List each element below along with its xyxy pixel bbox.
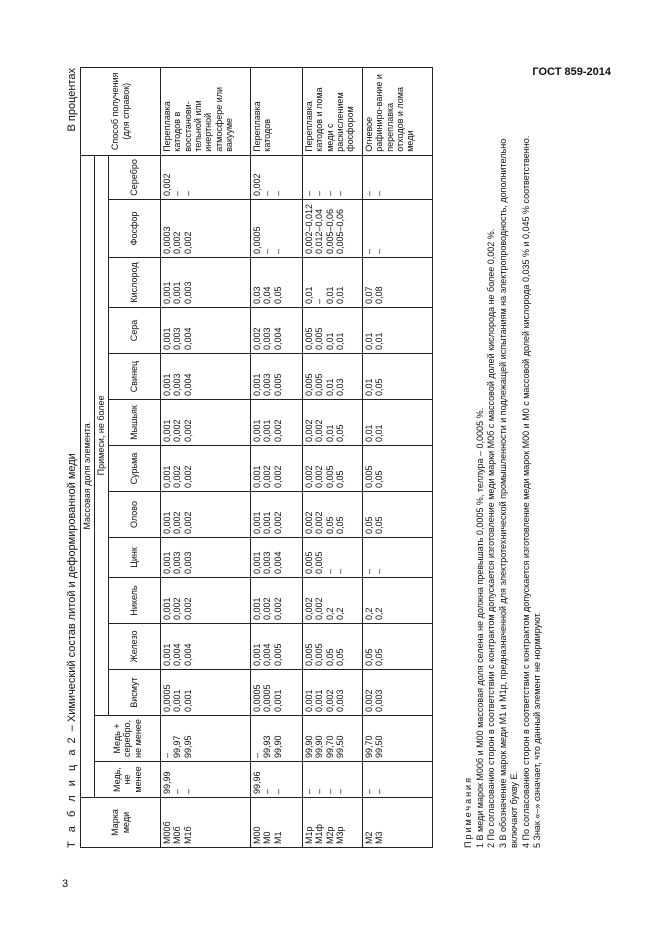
cell-value: 0,005 — [304, 327, 314, 350]
cell-value: 0,01 — [364, 378, 374, 396]
cell-value: – — [335, 568, 346, 574]
cell-value: 0,003 — [262, 551, 273, 574]
copper-cell — [251, 762, 303, 798]
impurity-cell — [161, 538, 251, 578]
cell-value: – — [314, 190, 325, 196]
cell-value: 0,003 — [335, 689, 346, 712]
cell-value: 0,001 — [314, 689, 325, 712]
cell-value: 0,01 — [364, 424, 374, 442]
impurity-cell — [303, 354, 363, 400]
cell-value: – — [172, 190, 183, 196]
copper-silver-cell — [161, 716, 251, 762]
cell-value: 0,002 — [172, 465, 183, 488]
cell-value: – — [272, 788, 283, 794]
rotated-content — [66, 68, 586, 848]
copper-cell — [363, 762, 433, 798]
note-item: 2 По согласованию сторон в соответствии с контрактом допускается изготовление меди марки М0б с массовой долей кислорода не более 0,002 %. — [486, 228, 497, 848]
cell-value: М0 — [262, 831, 273, 844]
cell-value: – — [364, 568, 374, 574]
table-row — [161, 67, 251, 847]
cell-value: 0,003 — [182, 281, 193, 304]
cell-value: 0,001 — [182, 689, 193, 712]
note-item: 4 По согласованию сторон в соответствии с контрактом допускается изготовление меди марок М00 и М0 с массовой долей кислорода 0,035 % и 0,045 % соответственно. — [520, 135, 531, 848]
header-copper-silver: Медь + серебро, не менее — [95, 716, 161, 762]
impurity-cell — [363, 308, 433, 354]
cell-value: 0,2 — [364, 607, 374, 620]
cell-value: 0,004 — [172, 643, 183, 666]
cell-value: 0,05 — [324, 648, 335, 666]
cell-value: – — [272, 190, 283, 196]
cell-value: – — [262, 248, 273, 254]
cell-value: 0,004 — [182, 643, 193, 666]
impurity-cell — [363, 354, 433, 400]
cell-value: 0,005 — [304, 373, 314, 396]
cell-value: 0,001 — [262, 511, 273, 534]
cell-value: 99,90 — [304, 735, 314, 758]
cell-value: 0,05 — [374, 378, 385, 396]
cell-value: 0,001 — [162, 597, 172, 620]
impurity-cell — [363, 624, 433, 670]
impurity-cell — [161, 670, 251, 716]
cell-value: – — [182, 190, 193, 196]
cell-value: 0,002 — [272, 511, 283, 534]
impurity-cell — [303, 578, 363, 624]
cell-value: 99,93 — [262, 735, 273, 758]
cell-value: 99,95 — [182, 735, 193, 758]
grade-cell — [251, 798, 303, 848]
cell-value: 0,003 — [182, 551, 193, 574]
impurity-cell — [303, 538, 363, 578]
impurity-cell — [363, 670, 433, 716]
cell-value: – — [374, 190, 385, 196]
cell-value: М00 — [252, 826, 262, 844]
cell-value: 0,002 — [262, 465, 273, 488]
cell-value: – — [324, 190, 335, 196]
cell-value: 0,004 — [182, 327, 193, 350]
cell-value: 0,002 — [172, 231, 183, 254]
impurity-cell — [303, 446, 363, 492]
impurity-cell — [251, 308, 303, 354]
cell-value: 0,01 — [324, 378, 335, 396]
cell-value: 0,002–0,012 — [304, 203, 314, 254]
cell-value: 0,001 — [162, 281, 172, 304]
cell-value: 0,05 — [272, 286, 283, 304]
impurity-cell — [363, 578, 433, 624]
cell-value: 0,002 — [272, 419, 283, 442]
caption-label: Т а б л и ц а — [66, 746, 78, 848]
grade-cell — [363, 798, 433, 848]
impurity-cell — [251, 538, 303, 578]
cell-value: 99,90 — [272, 735, 283, 758]
cell-value: 0,05 — [335, 516, 346, 534]
header-element: Кислород — [109, 258, 161, 308]
cell-value: 0,2 — [374, 607, 385, 620]
cell-value: – — [314, 298, 325, 304]
cell-value: 0,003 — [172, 327, 183, 350]
impurity-cell — [303, 155, 363, 199]
method-cell: Переплавка катодов — [251, 67, 303, 155]
impurity-cell — [161, 258, 251, 308]
cell-value: 0,0005 — [162, 684, 172, 712]
cell-value: – — [314, 788, 325, 794]
cell-value: 99,96 — [252, 771, 262, 794]
cell-value: 0,003 — [172, 551, 183, 574]
cell-value: 0,005 — [314, 643, 325, 666]
cell-value: 0,002 — [272, 597, 283, 620]
cell-value: 0,002 — [304, 511, 314, 534]
impurity-cell — [251, 258, 303, 308]
cell-value: 0,08 — [374, 286, 385, 304]
cell-value: 0,05 — [335, 424, 346, 442]
impurity-cell — [303, 624, 363, 670]
cell-value: 0,002 — [262, 597, 273, 620]
cell-value: 0,07 — [364, 286, 374, 304]
composition-table — [80, 67, 433, 848]
cell-value: 0,001 — [162, 643, 172, 666]
cell-value: 0,001 — [262, 419, 273, 442]
cell-value: 0,002 — [172, 597, 183, 620]
cell-value: – — [272, 248, 283, 254]
note-item: 5 Знак «–» означает, что данный элемент не нормируют. — [532, 611, 543, 848]
header-element: Фосфор — [109, 200, 161, 258]
copper-silver-cell — [363, 716, 433, 762]
cell-value: 0,002 — [172, 511, 183, 534]
impurity-cell — [363, 400, 433, 446]
note-item: 1 В меди марок М00б и М00 массовая доля селена не должна превышать 0,0005 %, теллура – 0,0005 %. — [474, 407, 485, 848]
cell-value: – — [374, 248, 385, 254]
cell-value: 99,97 — [172, 735, 183, 758]
impurity-cell — [251, 354, 303, 400]
cell-value: 0,004 — [272, 551, 283, 574]
table-caption — [66, 453, 78, 848]
cell-value: – — [252, 752, 262, 758]
cell-value: 0,001 — [272, 689, 283, 712]
cell-value: 0,001 — [162, 465, 172, 488]
cell-value: 0,005 — [364, 465, 374, 488]
impurity-cell — [161, 624, 251, 670]
table-row — [363, 67, 433, 847]
cell-value: 0,005 — [314, 373, 325, 396]
cell-value: 0,005 — [272, 373, 283, 396]
cell-value: 0,001 — [252, 511, 262, 534]
cell-value: М1б — [182, 826, 193, 844]
cell-value: – — [364, 788, 374, 794]
cell-value: 0,05 — [335, 648, 346, 666]
cell-value: 0,01 — [335, 286, 346, 304]
cell-value: 0,002 — [182, 231, 193, 254]
cell-value: – — [324, 568, 335, 574]
cell-value: 0,001 — [162, 551, 172, 574]
cell-value: 0,002 — [304, 597, 314, 620]
header-mass-fraction: Массовая доля элемента — [81, 155, 95, 797]
cell-value: 0,03 — [335, 378, 346, 396]
header-method: Способ получения (для справок) — [81, 67, 161, 155]
grade-cell — [303, 798, 363, 848]
header-element: Олово — [109, 492, 161, 538]
cell-value: 0,001 — [252, 551, 262, 574]
cell-value: 0,001 — [172, 281, 183, 304]
cell-value: 0,005 — [304, 551, 314, 574]
impurity-cell — [161, 155, 251, 199]
cell-value: 0,002 — [272, 465, 283, 488]
cell-value: 0,01 — [374, 332, 385, 350]
cell-value: М3р — [335, 826, 346, 844]
impurity-cell — [363, 446, 433, 492]
cell-value: 0,002 — [364, 689, 374, 712]
impurity-cell — [363, 155, 433, 199]
cell-value: 0,05 — [335, 470, 346, 488]
copper-silver-cell — [251, 716, 303, 762]
header-grade: Марка меди — [81, 798, 161, 848]
cell-value: 0,005–0,06 — [335, 208, 346, 254]
method-cell: Переплавка катодов в восстанови-тельной или инертной атмосфере или вакууме — [161, 67, 251, 155]
impurity-cell — [303, 400, 363, 446]
cell-value: 99,50 — [335, 735, 346, 758]
cell-value: 99,99 — [162, 771, 172, 794]
notes-list — [475, 68, 544, 848]
note-item: включают букву Е. — [509, 771, 520, 848]
cell-value: 0,04 — [262, 286, 273, 304]
cell-value: М2р — [324, 826, 335, 844]
cell-value: 0,002 — [162, 173, 172, 196]
cell-value: 0,05 — [364, 648, 374, 666]
cell-value: 0,05 — [374, 470, 385, 488]
caption-number: 2 — [66, 734, 78, 744]
impurity-cell — [303, 670, 363, 716]
cell-value: 0,001 — [304, 689, 314, 712]
cell-value: 0,003 — [262, 327, 273, 350]
notes-title: Примечания — [463, 776, 473, 848]
impurity-cell — [251, 400, 303, 446]
cell-value: 0,004 — [262, 643, 273, 666]
cell-value: 0,05 — [364, 516, 374, 534]
impurity-cell — [363, 200, 433, 258]
cell-value: 0,012–0,04 — [314, 208, 325, 254]
page-number: 3 — [62, 878, 69, 890]
cell-value: 0,0005 — [252, 684, 262, 712]
cell-value: 0,002 — [304, 419, 314, 442]
method-cell: Переплавка катодов и лома меди с раскислением фосфором — [303, 67, 363, 155]
cell-value: 0,002 — [182, 597, 193, 620]
header-element: Железо — [109, 624, 161, 670]
impurity-cell — [251, 624, 303, 670]
cell-value: М1р — [304, 826, 314, 844]
impurity-cell — [303, 200, 363, 258]
caption-title: – Химический состав литой и деформированной меди — [66, 453, 78, 732]
impurity-cell — [161, 400, 251, 446]
impurity-cell — [251, 492, 303, 538]
cell-value: 0,005 — [304, 643, 314, 666]
impurity-cell — [303, 492, 363, 538]
cell-value: – — [182, 788, 193, 794]
cell-value: 0,002 — [182, 419, 193, 442]
cell-value: 99,50 — [374, 735, 385, 758]
cell-value: 0,003 — [172, 373, 183, 396]
cell-value: 0,01 — [374, 424, 385, 442]
cell-value: 0,01 — [364, 332, 374, 350]
cell-value: 0,002 — [182, 511, 193, 534]
cell-value: 0,01 — [324, 424, 335, 442]
table-body — [161, 67, 433, 847]
header-element: Свинец — [109, 354, 161, 400]
impurity-cell — [303, 308, 363, 354]
header-element: Сера — [109, 308, 161, 354]
cell-value: М0б — [172, 826, 183, 844]
cell-value: – — [374, 788, 385, 794]
impurity-cell — [251, 670, 303, 716]
cell-value: 0,2 — [324, 607, 335, 620]
header-impurities: Примеси, не более — [95, 155, 109, 715]
cell-value: 0,2 — [335, 607, 346, 620]
cell-value: – — [364, 190, 374, 196]
cell-value: 0,001 — [162, 327, 172, 350]
impurity-cell — [161, 446, 251, 492]
impurity-cell — [161, 578, 251, 624]
cell-value: 0,002 — [172, 419, 183, 442]
cell-value: М1ф — [314, 824, 325, 844]
impurity-cell — [251, 446, 303, 492]
cell-value: – — [262, 788, 273, 794]
cell-value: 0,002 — [324, 689, 335, 712]
copper-cell — [161, 762, 251, 798]
cell-value: – — [304, 190, 314, 196]
cell-value: 0,001 — [252, 419, 262, 442]
impurity-cell — [363, 258, 433, 308]
header-element: Серебро — [109, 155, 161, 199]
cell-value: – — [304, 788, 314, 794]
header-copper-min: Медь, не менее — [95, 762, 161, 798]
header-element: Висмут — [109, 670, 161, 716]
cell-value: 0,002 — [182, 465, 193, 488]
copper-cell — [303, 762, 363, 798]
cell-value: 0,003 — [262, 373, 273, 396]
cell-value: – — [335, 190, 346, 196]
method-cell: Огневое рафиниро-вание и переплавка отходов и лома меди — [363, 67, 433, 155]
cell-value: – — [162, 752, 172, 758]
cell-value: – — [374, 568, 385, 574]
impurity-cell — [363, 492, 433, 538]
copper-silver-cell — [303, 716, 363, 762]
cell-value: 0,001 — [172, 689, 183, 712]
cell-value: 0,0005 — [252, 226, 262, 254]
impurity-cell — [161, 200, 251, 258]
impurity-cell — [161, 492, 251, 538]
notes-block — [463, 68, 544, 848]
cell-value: М00б — [162, 821, 172, 844]
cell-value: 0,001 — [252, 597, 262, 620]
impurity-cell — [251, 200, 303, 258]
cell-value: 0,004 — [182, 373, 193, 396]
standard-number: ГОСТ 859-2014 — [532, 66, 611, 78]
cell-value: 99,90 — [314, 735, 325, 758]
cell-value: 0,003 — [374, 689, 385, 712]
cell-value: М2 — [364, 831, 374, 844]
cell-value: – — [364, 248, 374, 254]
cell-value: 0,005–0,06 — [324, 208, 335, 254]
cell-value: 0,002 — [314, 419, 325, 442]
cell-value: 0,005 — [272, 643, 283, 666]
cell-value: 0,005 — [314, 551, 325, 574]
cell-value: 0,0005 — [262, 684, 273, 712]
note-item: 3 В обозначение марок меди М1 и М1р, предназначенной для электротехнической промышленности и подлежащей испытаниям на электропроводность, дополнительно — [497, 138, 508, 848]
grade-cell — [161, 798, 251, 848]
cell-value: – — [335, 788, 346, 794]
header-element: Сурьма — [109, 446, 161, 492]
cell-value: 0,001 — [252, 643, 262, 666]
cell-value: 0,005 — [314, 327, 325, 350]
cell-value: М3 — [374, 831, 385, 844]
header-element: Цинк — [109, 538, 161, 578]
cell-value: 99,70 — [324, 735, 335, 758]
cell-value: – — [262, 190, 273, 196]
cell-value: 0,002 — [252, 173, 262, 196]
cell-value: 0,05 — [324, 516, 335, 534]
cell-value: 0,002 — [252, 327, 262, 350]
cell-value: 0,01 — [324, 332, 335, 350]
units-label: В процентах — [66, 68, 78, 132]
impurity-cell — [303, 258, 363, 308]
cell-value: 0,002 — [314, 597, 325, 620]
cell-value: 0,05 — [374, 516, 385, 534]
impurity-cell — [161, 308, 251, 354]
cell-value: 0,002 — [314, 511, 325, 534]
cell-value: 0,001 — [162, 419, 172, 442]
cell-value: 0,03 — [252, 286, 262, 304]
cell-value: 0,001 — [162, 511, 172, 534]
cell-value: 0,002 — [304, 465, 314, 488]
header-element: Мышьяк — [109, 400, 161, 446]
impurity-cell — [363, 538, 433, 578]
cell-value: М1 — [272, 831, 283, 844]
cell-value: 0,001 — [252, 373, 262, 396]
cell-value: 0,004 — [272, 327, 283, 350]
cell-value: 0,001 — [252, 465, 262, 488]
header-element: Никель — [109, 578, 161, 624]
cell-value: – — [172, 788, 183, 794]
table-row — [251, 67, 303, 847]
cell-value: 0,01 — [324, 286, 335, 304]
cell-value: 0,01 — [335, 332, 346, 350]
cell-value: 99,70 — [364, 735, 374, 758]
cell-value: 0,0003 — [162, 226, 172, 254]
cell-value: 0,002 — [314, 465, 325, 488]
table-row — [303, 67, 363, 847]
cell-value: – — [324, 788, 335, 794]
cell-value: 0,05 — [374, 648, 385, 666]
impurity-cell — [161, 354, 251, 400]
cell-value: 0,01 — [304, 286, 314, 304]
impurity-cell — [251, 155, 303, 199]
impurity-cell — [251, 578, 303, 624]
cell-value: 0,005 — [324, 465, 335, 488]
cell-value: 0,001 — [162, 373, 172, 396]
